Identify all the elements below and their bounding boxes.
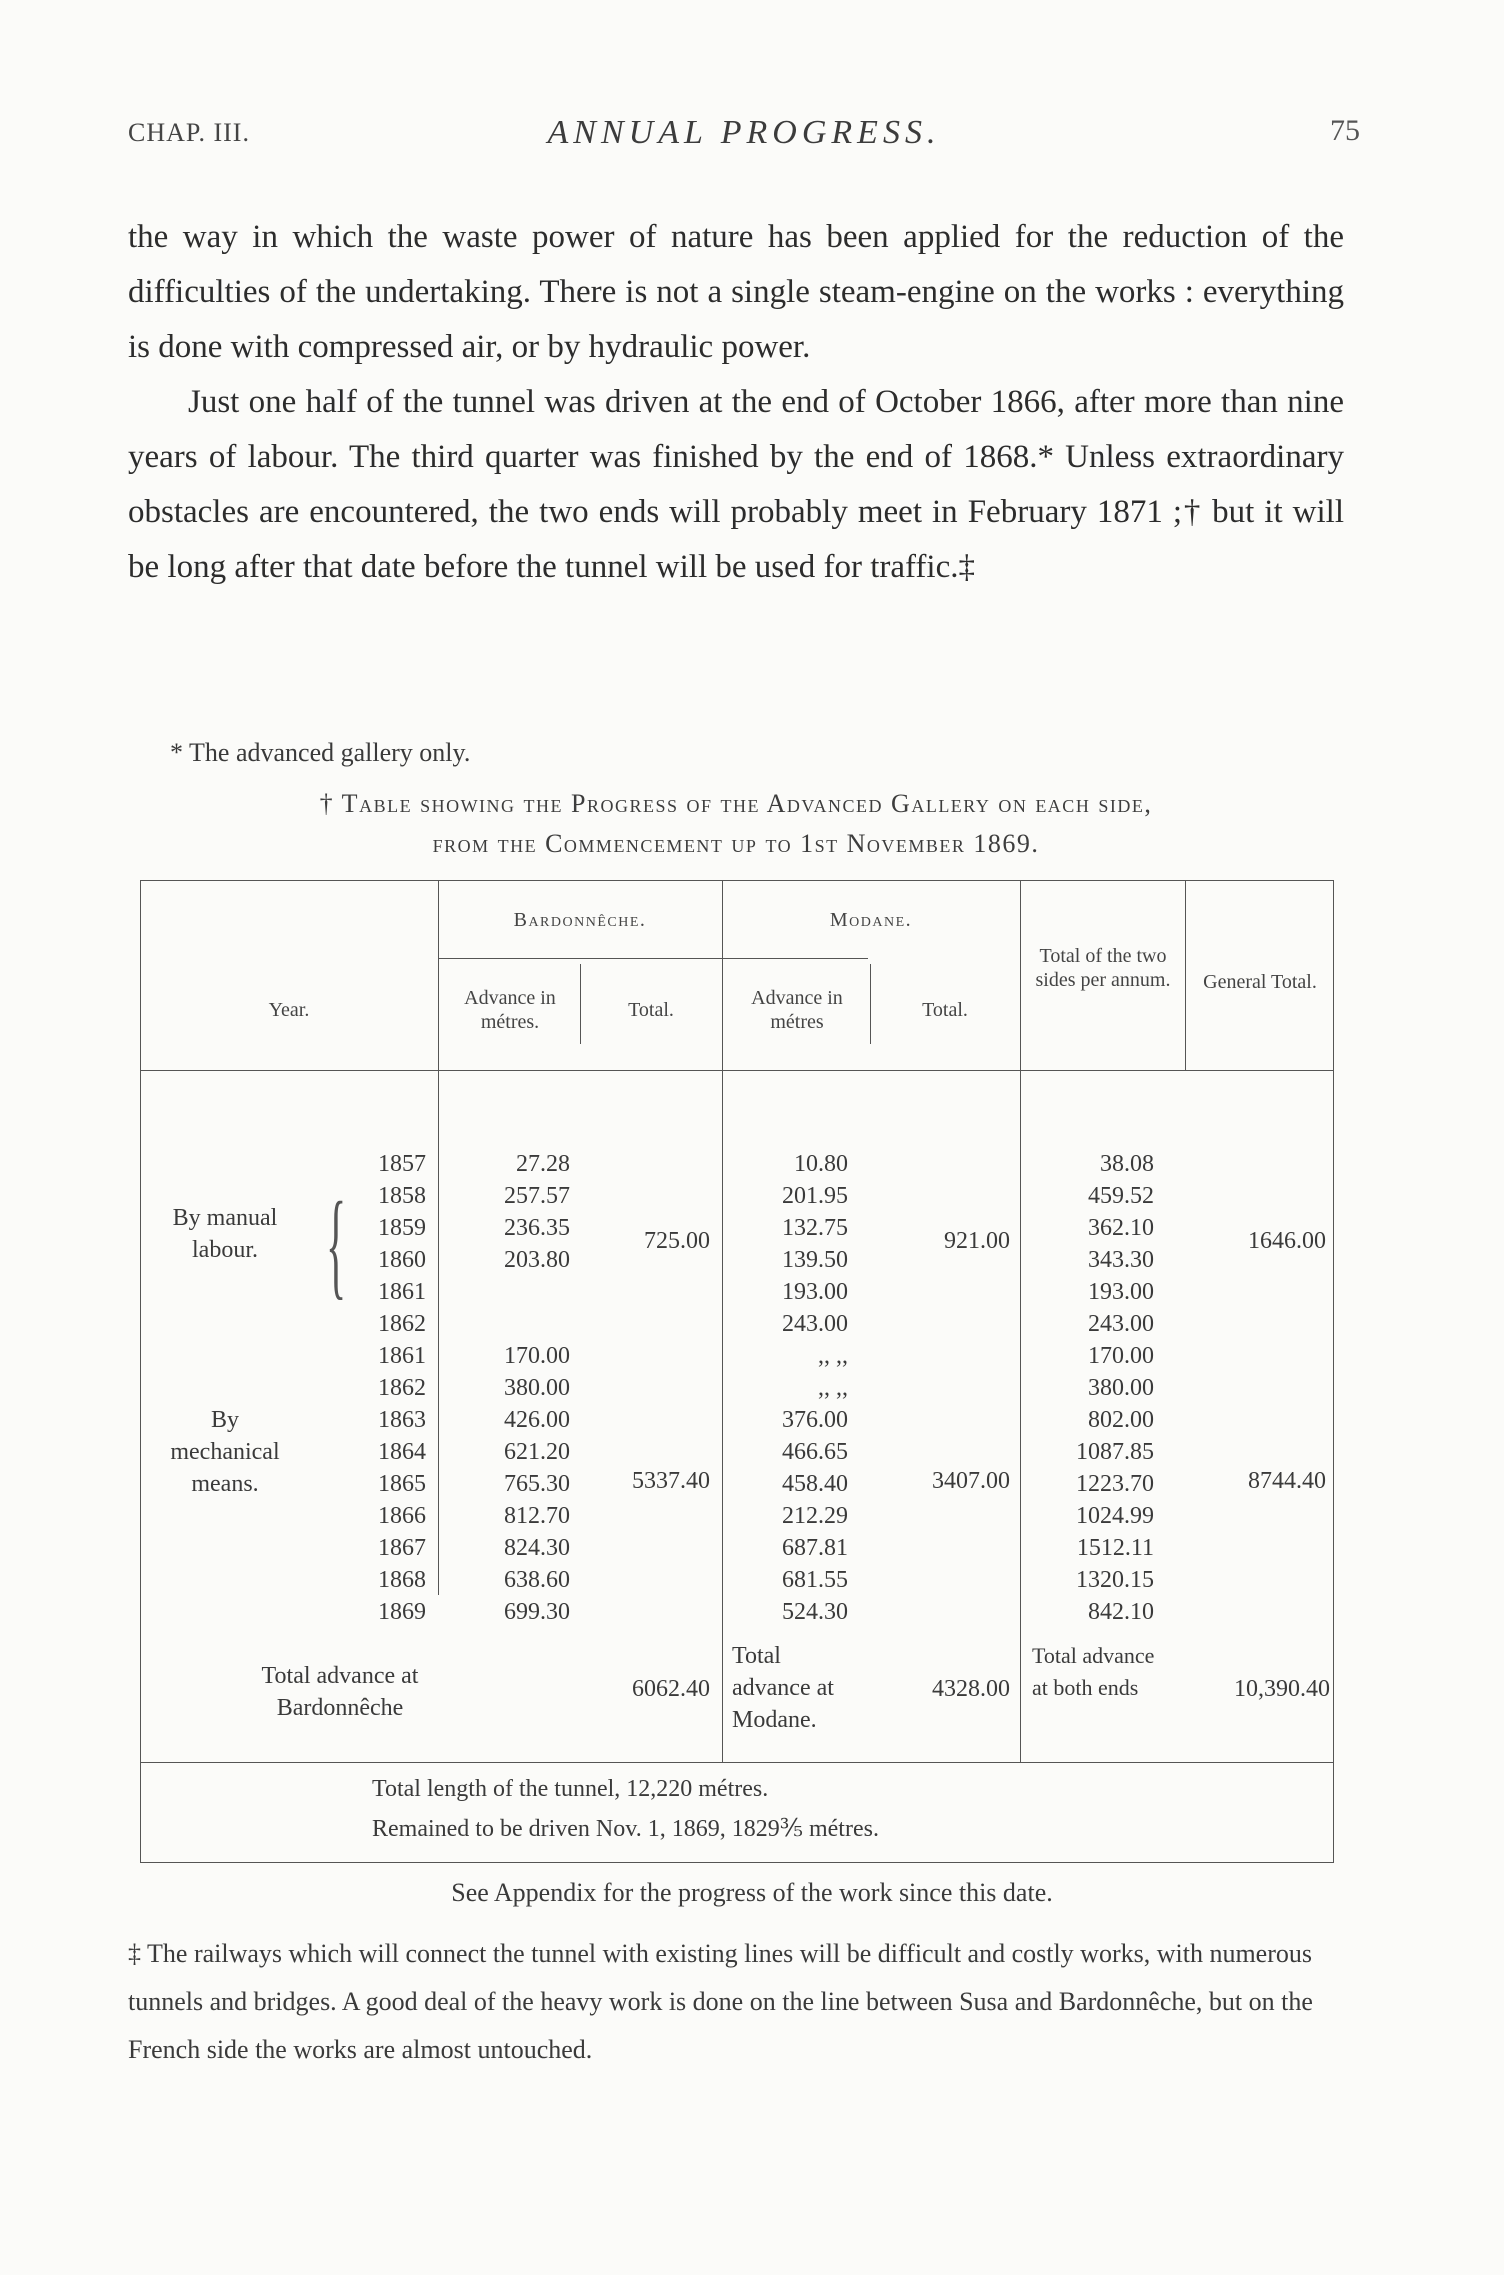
year-cell: 1865 xyxy=(378,1471,426,1497)
year-cell: 1862 xyxy=(378,1375,426,1401)
table-rule xyxy=(722,880,723,1762)
both-sides-cell: 362.10 xyxy=(1088,1215,1154,1241)
bardonneche-advance-cell: 380.00 xyxy=(504,1375,570,1401)
table-caption xyxy=(130,784,1342,864)
bardonneche-advance-cell xyxy=(440,1276,570,1308)
table-rule xyxy=(438,958,868,959)
year-cell: 1869 xyxy=(378,1599,426,1625)
progress-table xyxy=(140,880,1334,1862)
chapter-label: CHAP. III. xyxy=(128,118,250,147)
header-advance-bardonneche: Advance in métres. xyxy=(464,987,556,1033)
table-caption-line-1: † Table showing the Progress of the Advanced Gallery on each side, xyxy=(319,789,1153,818)
manual-general-total: 1646.00 xyxy=(1248,1228,1326,1254)
modane-advance-cell: ,, ,, xyxy=(818,1343,848,1369)
both-sides-cell: 1087.85 xyxy=(1076,1439,1154,1465)
modane-advance-cell: 524.30 xyxy=(782,1599,848,1625)
summary-total-length: Total length of the tunnel, 12,220 métres. xyxy=(372,1776,769,1802)
bardonneche-advance-cell: 621.20 xyxy=(504,1439,570,1465)
body-text xyxy=(128,210,1344,595)
summary-remaining: Remained to be driven Nov. 1, 1869, 1829⅗ métres. xyxy=(372,1816,879,1842)
both-sides-cell: 38.08 xyxy=(1100,1151,1154,1177)
mechanical-years-column xyxy=(336,1340,426,1628)
total-both-value: 10,390.40 xyxy=(1234,1676,1330,1702)
both-sides-cell: 343.30 xyxy=(1088,1247,1154,1273)
modane-advance-cell: 376.00 xyxy=(782,1407,848,1433)
modane-advance-cell: 139.50 xyxy=(782,1247,848,1273)
year-cell: 1861 xyxy=(378,1279,426,1305)
total-modane-value: 4328.00 xyxy=(932,1676,1010,1702)
header-bardonneche: Bardonnêche. xyxy=(513,909,647,931)
see-appendix-note: See Appendix for the progress of the work since this date. xyxy=(451,1878,1053,1907)
modane-advance-cell: 466.65 xyxy=(782,1439,848,1465)
both-sides-cell: 380.00 xyxy=(1088,1375,1154,1401)
both-sides-cell: 170.00 xyxy=(1088,1343,1154,1369)
running-head xyxy=(128,114,1360,158)
modane-advance-cell: ,, ,, xyxy=(818,1375,848,1401)
both-sides-cell: 802.00 xyxy=(1088,1407,1154,1433)
bardonneche-advance-cell: 203.80 xyxy=(504,1247,570,1273)
header-advance-modane: Advance in métres xyxy=(751,987,843,1033)
manual-both-sides-column xyxy=(1030,1148,1154,1340)
header-total-bardonneche: Total. xyxy=(628,999,674,1021)
bardonneche-advance-cell: 236.35 xyxy=(504,1215,570,1241)
bardonneche-advance-cell: 699.30 xyxy=(504,1599,570,1625)
manual-years-column xyxy=(336,1148,426,1340)
table-rule xyxy=(140,1862,1334,1863)
year-cell: 1863 xyxy=(378,1407,426,1433)
year-cell: 1868 xyxy=(378,1567,426,1593)
modane-advance-cell: 458.40 xyxy=(782,1471,848,1497)
bardonneche-advance-cell: 27.28 xyxy=(516,1151,570,1177)
table-rule xyxy=(1185,880,1186,1070)
year-cell: 1860 xyxy=(378,1247,426,1273)
mechanical-general-total: 8744.40 xyxy=(1248,1468,1326,1494)
total-both-label: Total advance at both ends xyxy=(1032,1643,1155,1700)
mechanical-bardonneche-total: 5337.40 xyxy=(632,1468,710,1494)
table-rule xyxy=(1020,880,1021,1762)
total-bardonneche-value: 6062.40 xyxy=(632,1676,710,1702)
manual-bardonneche-column xyxy=(440,1148,570,1340)
header-year: Year. xyxy=(268,999,310,1021)
bardonneche-advance-cell: 812.70 xyxy=(504,1503,570,1529)
year-cell: 1864 xyxy=(378,1439,426,1465)
bardonneche-advance-cell: 170.00 xyxy=(504,1343,570,1369)
modane-advance-cell: 10.80 xyxy=(794,1151,848,1177)
header-general-total: General Total. xyxy=(1203,971,1317,993)
table-rule xyxy=(140,880,141,1862)
manual-modane-total: 921.00 xyxy=(944,1228,1010,1254)
header-total-modane: Total. xyxy=(922,999,968,1021)
mechanical-bardonneche-column xyxy=(440,1340,570,1628)
modane-advance-cell: 687.81 xyxy=(782,1535,848,1561)
bardonneche-advance-cell: 824.30 xyxy=(504,1535,570,1561)
table-rule xyxy=(140,880,1334,881)
both-sides-cell: 1320.15 xyxy=(1076,1567,1154,1593)
modane-advance-cell: 212.29 xyxy=(782,1503,848,1529)
running-title: ANNUAL PROGRESS. xyxy=(547,114,941,151)
bardonneche-advance-cell: 426.00 xyxy=(504,1407,570,1433)
total-bardonneche-label: Total advance at Bardonnêche xyxy=(261,1663,419,1721)
manual-label: By manual labour. xyxy=(172,1205,278,1263)
modane-advance-cell: 243.00 xyxy=(782,1311,848,1337)
table-rule xyxy=(1333,880,1334,1862)
mechanical-both-sides-column xyxy=(1030,1340,1154,1628)
footnote-star: * The advanced gallery only. xyxy=(170,738,471,767)
bardonneche-advance-cell: 257.57 xyxy=(504,1183,570,1209)
modane-advance-cell: 201.95 xyxy=(782,1183,848,1209)
table-rule xyxy=(438,880,439,1595)
table-rule xyxy=(140,1762,1334,1763)
both-sides-cell: 1223.70 xyxy=(1076,1471,1154,1497)
paragraph-1: the way in which the waste power of nature has been applied for the reduction of the difficulties of the undertaking. There is not a single steam-engine on the works : everything is done with compressed air, or by hydraulic power. xyxy=(128,219,1344,365)
total-modane-label: Total advance at Modane. xyxy=(732,1643,834,1733)
header-modane: Modane. xyxy=(829,909,913,931)
both-sides-cell: 459.52 xyxy=(1088,1183,1154,1209)
mechanical-label: By mechanical means. xyxy=(170,1407,280,1497)
year-cell: 1858 xyxy=(378,1183,426,1209)
year-cell: 1857 xyxy=(378,1151,426,1177)
manual-brace: { xyxy=(326,1177,347,1310)
manual-bardonneche-total: 725.00 xyxy=(644,1228,710,1254)
bardonneche-advance-cell: 638.60 xyxy=(504,1567,570,1593)
both-sides-cell: 193.00 xyxy=(1088,1279,1154,1305)
manual-modane-column xyxy=(730,1148,848,1340)
paragraph-2: Just one half of the tunnel was driven at the end of October 1866, after more than nine years of labour. The third quarter was finished by the end of 1868.* Unless extraordinary obstacles are encountered, the two ends will probably meet in February 1871 ;† but it will be long after that date before the tunnel will be used for traffic.‡ xyxy=(128,384,1344,585)
header-total-both-sides: Total of the two sides per annum. xyxy=(1035,945,1171,991)
year-cell: 1862 xyxy=(378,1311,426,1337)
modane-advance-cell: 132.75 xyxy=(782,1215,848,1241)
year-cell: 1861 xyxy=(378,1343,426,1369)
year-cell: 1867 xyxy=(378,1535,426,1561)
mechanical-modane-total: 3407.00 xyxy=(932,1468,1010,1494)
modane-advance-cell: 681.55 xyxy=(782,1567,848,1593)
mechanical-modane-column xyxy=(730,1340,848,1628)
year-cell: 1859 xyxy=(378,1215,426,1241)
bardonneche-advance-cell xyxy=(440,1308,570,1340)
page-number: 75 xyxy=(1330,114,1360,147)
table-rule xyxy=(140,1070,1334,1071)
table-caption-line-2: from the Commencement up to 1st November 1869. xyxy=(432,829,1040,858)
both-sides-cell: 842.10 xyxy=(1088,1599,1154,1625)
bardonneche-advance-cell: 765.30 xyxy=(504,1471,570,1497)
footnote-ddagger: ‡ The railways which will connect the tunnel with existing lines will be difficult and costly works, with numerous tunnels and bridges. A good deal of the heavy work is done on the line between Susa and Bardonnêche, but on the French side the works are almost untouched. xyxy=(128,1939,1313,2064)
both-sides-cell: 1024.99 xyxy=(1076,1503,1154,1529)
year-cell: 1866 xyxy=(378,1503,426,1529)
both-sides-cell: 243.00 xyxy=(1088,1311,1154,1337)
modane-advance-cell: 193.00 xyxy=(782,1279,848,1305)
both-sides-cell: 1512.11 xyxy=(1076,1535,1154,1561)
